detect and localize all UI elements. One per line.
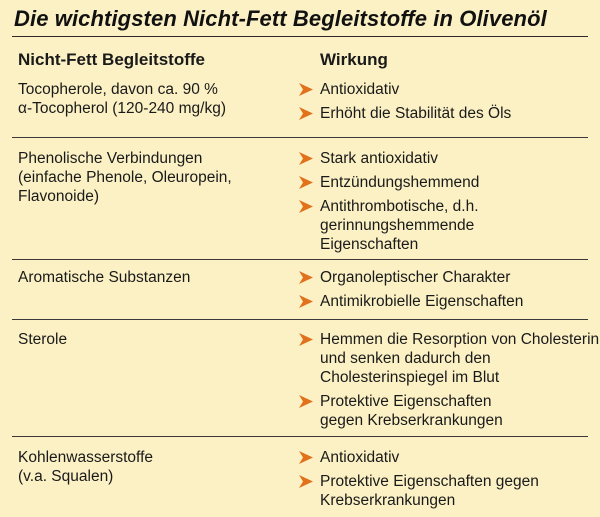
substance-line: Sterole	[18, 331, 68, 348]
arrow-bullet-icon	[298, 294, 314, 309]
column-header-effect: Wirkung	[320, 50, 388, 69]
substance-cell	[18, 448, 298, 486]
arrow-bullet-icon	[298, 199, 314, 214]
arrow-bullet-icon	[298, 151, 314, 166]
row-divider	[12, 259, 588, 260]
substance-line: α-Tocopherol (120-240 mg/kg)	[18, 100, 226, 117]
page-title: Die wichtigsten Nicht-Fett Begleitstoffe in Olivenöl	[14, 6, 547, 31]
arrow-bullet-icon	[298, 450, 314, 465]
substance-cell	[18, 149, 298, 206]
row-divider	[12, 319, 588, 320]
substance-line: Flavonoide)	[18, 188, 99, 205]
row-divider	[12, 137, 588, 138]
substance-line: Phenolische Verbindungen	[18, 150, 203, 167]
effect-list	[298, 448, 588, 515]
effect-text: Protektive Eigenschaften gegen Krebserkrankungen	[320, 393, 503, 429]
substance-line: Kohlenwasserstoffe	[18, 449, 153, 466]
arrow-bullet-icon	[298, 175, 314, 190]
effect-list	[298, 330, 600, 435]
substance-line: Tocopherole, davon ca. 90 %	[18, 81, 218, 98]
effect-text: Antithrombotische, d.h. gerinnungshemmende Eigenschaften	[320, 198, 479, 253]
effect-text: Entzündungshemmend	[320, 174, 480, 191]
arrow-bullet-icon	[298, 474, 314, 489]
effect-text: Antimikrobielle Eigenschaften	[320, 293, 524, 310]
effect-text: Stark antioxidativ	[320, 150, 439, 167]
substance-line: (v.a. Squalen)	[18, 468, 114, 485]
substance-cell	[18, 268, 298, 287]
effect-text: Erhöht die Stabilität des Öls	[320, 105, 512, 122]
substance-cell	[18, 80, 298, 118]
effect-text: Hemmen die Resorption von Cholesterin und senken dadurch den Cholesterinspiegel im Blut	[320, 331, 600, 386]
title-underline	[12, 36, 588, 37]
arrow-bullet-icon	[298, 82, 314, 97]
effect-item	[298, 268, 588, 287]
effect-item	[298, 472, 582, 510]
effect-item	[298, 173, 588, 192]
effect-item	[298, 149, 588, 168]
arrow-bullet-icon	[298, 106, 314, 121]
effect-text: Protektive Eigenschaften gegen Krebserkrankungen	[320, 473, 539, 509]
effect-item	[298, 392, 515, 430]
effect-list	[298, 80, 588, 128]
effect-item	[298, 80, 588, 99]
effect-text: Antioxidativ	[320, 449, 400, 466]
effect-item	[298, 330, 600, 387]
effect-list	[298, 149, 588, 259]
arrow-bullet-icon	[298, 270, 314, 285]
effect-item	[298, 292, 588, 311]
effect-item	[298, 197, 485, 254]
effect-text: Organoleptischer Charakter	[320, 269, 511, 286]
substance-line: Aromatische Substanzen	[18, 269, 191, 286]
column-header-substance: Nicht-Fett Begleitstoffe	[18, 50, 205, 69]
arrow-bullet-icon	[298, 394, 314, 409]
arrow-bullet-icon	[298, 332, 314, 347]
effect-item	[298, 448, 588, 467]
substance-cell	[18, 330, 298, 349]
row-divider	[12, 436, 588, 437]
effect-text: Antioxidativ	[320, 81, 400, 98]
substance-line: (einfache Phenole, Oleuropein,	[18, 169, 232, 186]
effect-item	[298, 104, 588, 123]
effect-list	[298, 268, 588, 316]
